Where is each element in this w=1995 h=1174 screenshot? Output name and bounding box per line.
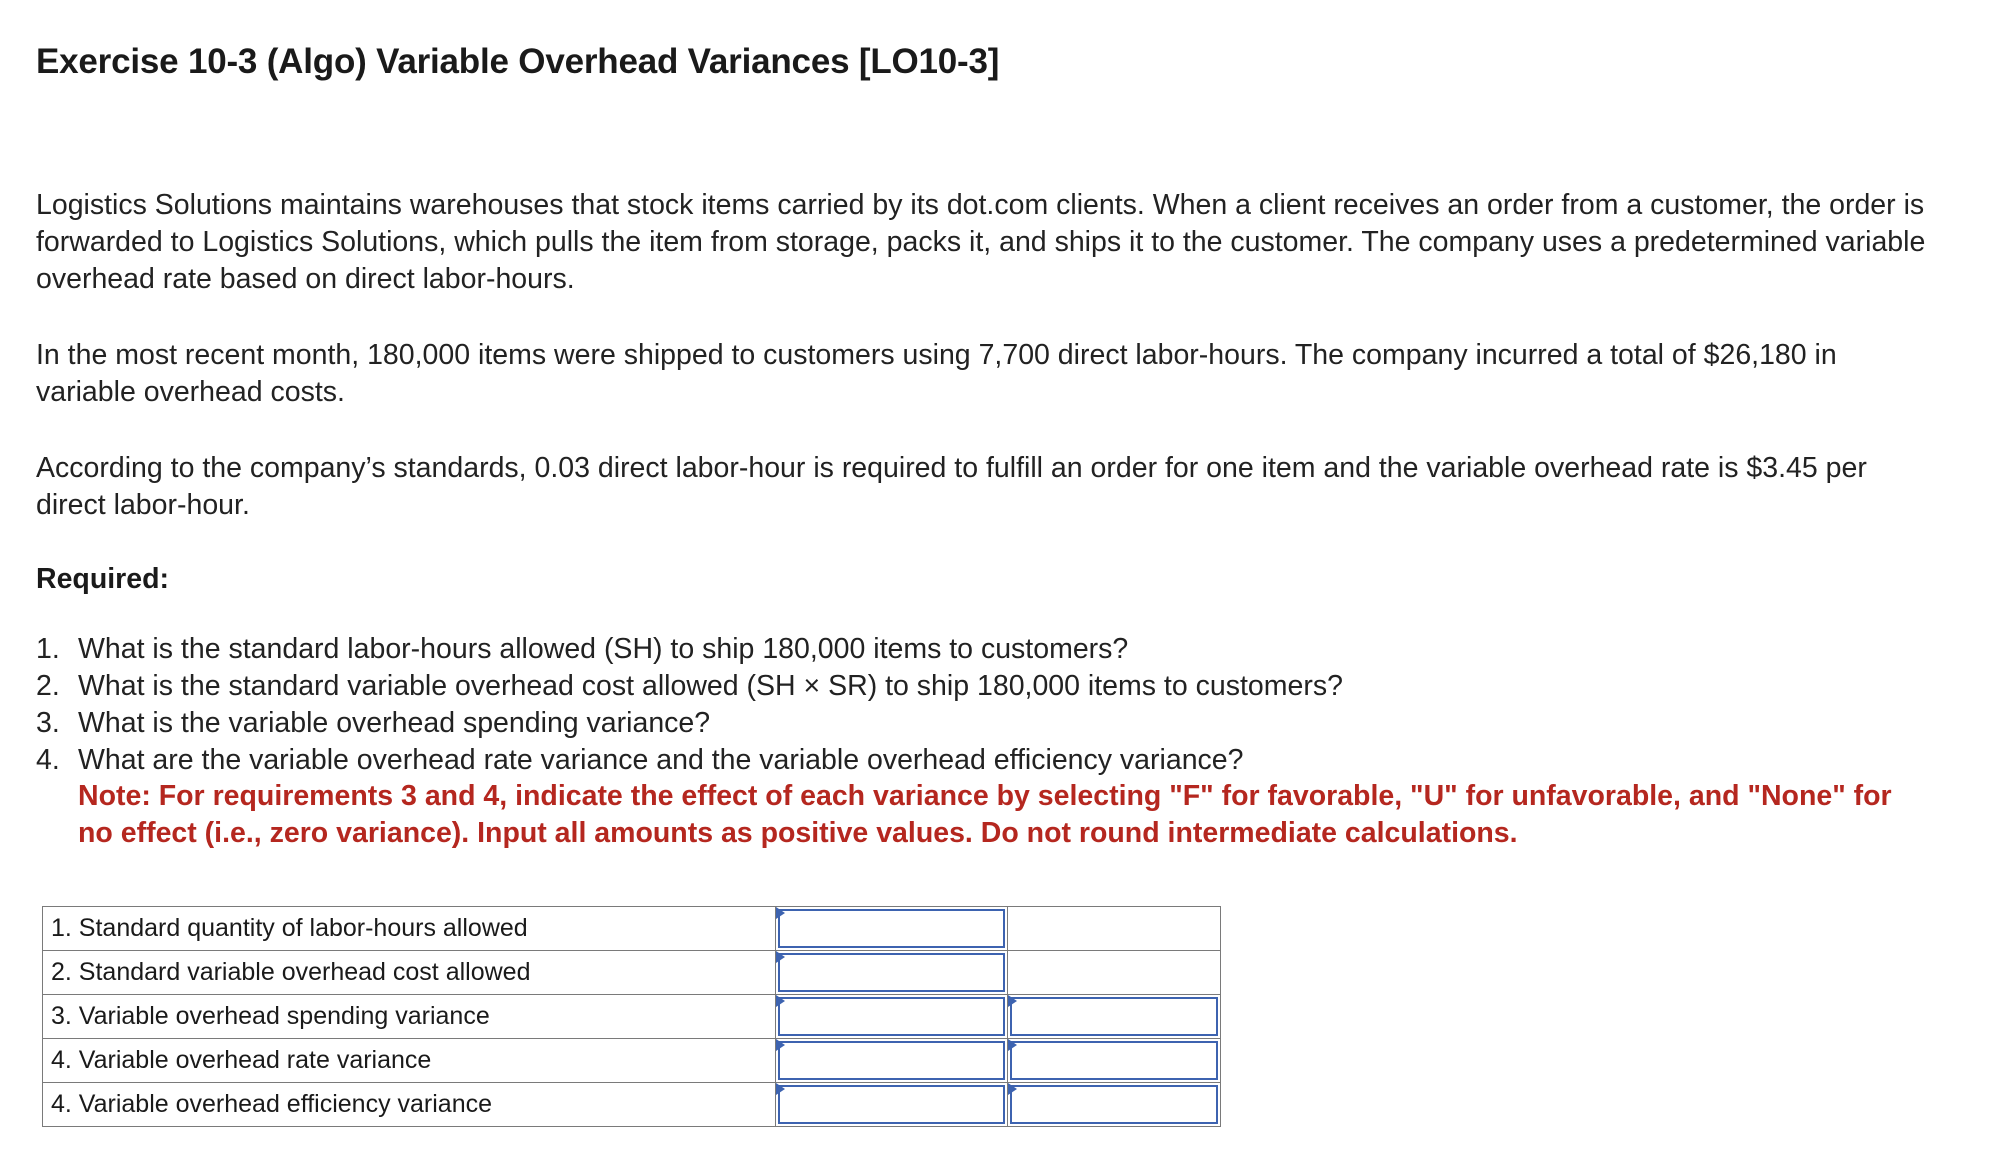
effect-cell: [1008, 995, 1221, 1039]
requirement-number: 3.: [36, 707, 60, 739]
input-marker-icon: [776, 995, 785, 1007]
requirement-text: What is the standard labor-hours allowed (SH) to ship 180,000 items to customers?: [78, 633, 1129, 665]
effect-cell: [1008, 1039, 1221, 1083]
amount-cell: [776, 1039, 1008, 1083]
scenario-paragraph-2: In the most recent month, 180,000 items were shipped to customers using 7,700 direct labor-hours. The company incurred a total of $26,180 in variable overhead costs.: [36, 339, 1837, 408]
row-label-standard-cost-allowed: 2. Standard variable overhead cost allowed: [43, 951, 776, 995]
amount-cell: [776, 907, 1008, 951]
amount-input-box: [778, 953, 1005, 992]
amount-input-box: [778, 997, 1005, 1036]
input-marker-icon: [776, 951, 785, 963]
requirement-item: [36, 631, 1343, 668]
row-label-sh-allowed: 1. Standard quantity of labor-hours allowed: [43, 907, 776, 951]
requirement-item: [36, 668, 1343, 705]
row-label-rate-variance: 4. Variable overhead rate variance: [43, 1039, 776, 1083]
requirement-item: [36, 742, 1343, 779]
effect-cell: [1008, 1083, 1221, 1127]
effect-input-box: [1010, 997, 1218, 1036]
row-label-spending-variance: 3. Variable overhead spending variance: [43, 995, 776, 1039]
effect-input-box: [1010, 1085, 1218, 1124]
table-row: [43, 1039, 1221, 1083]
input-marker-icon: [776, 1083, 785, 1095]
required-heading: Required:: [36, 563, 170, 595]
amount-cell: [776, 951, 1008, 995]
table-row: [43, 951, 1221, 995]
efficiency-variance-input[interactable]: [780, 1087, 1003, 1122]
instructions-note: Note: For requirements 3 and 4, indicate the effect of each variance by selecting "F" for favorable, "U" for unfavorable, and "None" for no effect (i.e., zero variance). Input all amounts as positive values. Do not round intermediate calculations.: [78, 780, 1892, 849]
scenario-paragraph-3: According to the company’s standards, 0.03 direct labor-hour is required to fulfill an order for one item and the variable overhead rate is $3.45 per direct labor-hour.: [36, 452, 1867, 521]
rate-variance-input[interactable]: [780, 1043, 1003, 1078]
effect-cell-empty: [1008, 951, 1221, 995]
requirement-number: 1.: [36, 633, 60, 665]
requirement-number: 4.: [36, 744, 60, 776]
table-row: [43, 907, 1221, 951]
amount-input-box: [778, 1085, 1005, 1124]
row-label-efficiency-variance: 4. Variable overhead efficiency variance: [43, 1083, 776, 1127]
amount-cell: [776, 1083, 1008, 1127]
requirement-text: What is the variable overhead spending variance?: [78, 707, 711, 739]
requirement-item: [36, 705, 1343, 742]
requirement-text: What are the variable overhead rate variance and the variable overhead efficiency variance?: [78, 744, 1244, 776]
sh-allowed-input[interactable]: [780, 911, 1003, 946]
input-marker-icon: [776, 1039, 785, 1051]
input-marker-icon: [1008, 1083, 1017, 1095]
table-row: [43, 995, 1221, 1039]
scenario-paragraph-1: Logistics Solutions maintains warehouses that stock items carried by its dot.com clients. When a client receives an order from a customer, the order is forwarded to Logistics Solutions, which pulls the item from storage, packs it, and ships it to the customer. The company uses a predetermined variable overhead rate based on direct labor-hours.: [36, 189, 1926, 295]
input-marker-icon: [1008, 995, 1017, 1007]
page-title: Exercise 10-3 (Algo) Variable Overhead Variances [LO10-3]: [36, 42, 1000, 81]
input-marker-icon: [776, 907, 785, 919]
spending-variance-input[interactable]: [780, 999, 1003, 1034]
amount-input-box: [778, 1041, 1005, 1080]
requirement-text: What is the standard variable overhead cost allowed (SH × SR) to ship 180,000 items to customers?: [78, 670, 1343, 702]
effect-input-box: [1010, 1041, 1218, 1080]
requirement-number: 2.: [36, 670, 60, 702]
spending-variance-effect-input[interactable]: [1012, 999, 1216, 1034]
amount-cell: [776, 995, 1008, 1039]
amount-input-box: [778, 909, 1005, 948]
efficiency-variance-effect-input[interactable]: [1012, 1087, 1216, 1122]
table-row: [43, 1083, 1221, 1127]
input-marker-icon: [1008, 1039, 1017, 1051]
requirements-list: [36, 631, 1343, 779]
rate-variance-effect-input[interactable]: [1012, 1043, 1216, 1078]
effect-cell-empty: [1008, 907, 1221, 951]
answer-table: [42, 906, 1221, 1127]
standard-cost-input[interactable]: [780, 955, 1003, 990]
